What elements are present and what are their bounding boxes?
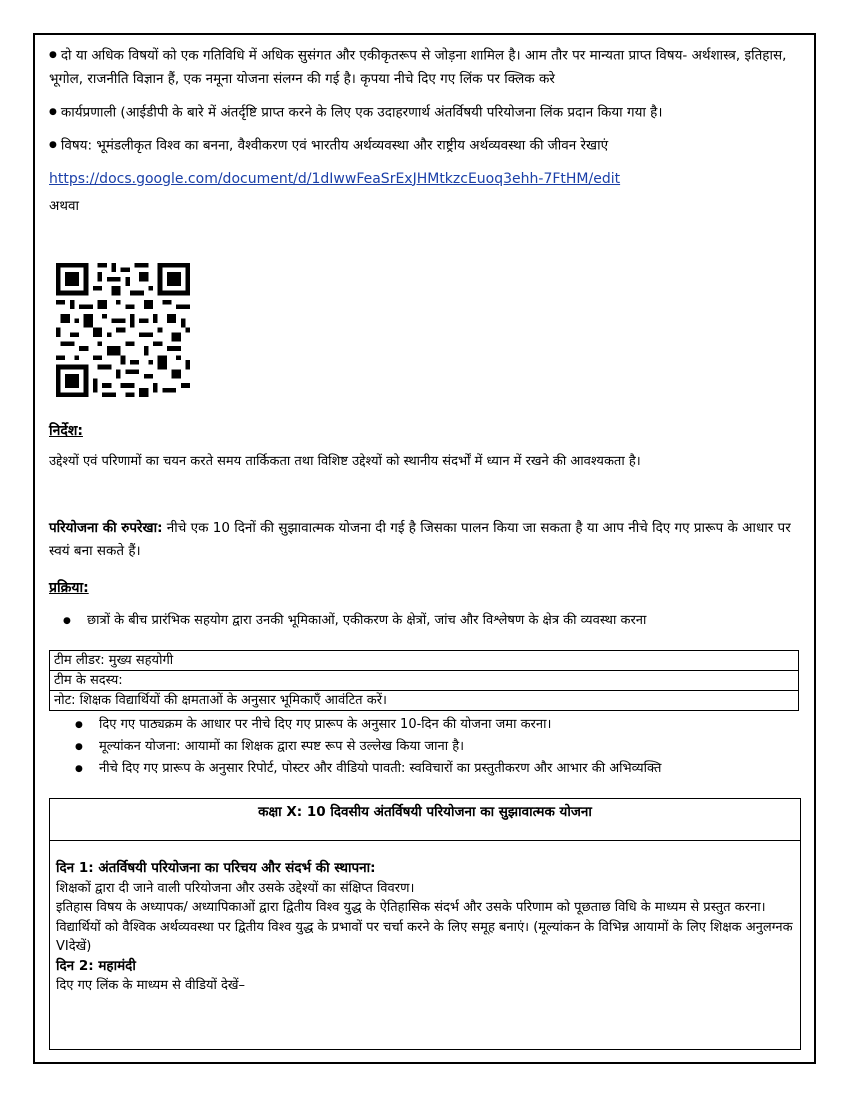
topic-line (49, 134, 801, 158)
document-content (49, 44, 801, 218)
day1-line-3: विद्यार्थियों को वैश्विक अर्थव्यवस्था पर द्वितीय विश्व युद्ध के प्रभावों पर चर्चा करने के लिए समूह बनाएं। (मूल्यांकन के विभिन्न आयामों के लिए शिक्षक अनुलग्नक VIदेखें) (56, 919, 793, 954)
intro-text-1: दो या अधिक विषयों को एक गतिविधि में अधिक सुसंगत और एकीकृतरूप से जोड़ना शामिल है। आम तौर पर मान्यता प्राप्त विषय- अर्थशास्त्र, इतिहास, भूगोल, राजनीति विज्ञान हैं, एक नमूना योजना संलग्न की गई है। कृपया नीचे दिए गए लिंक पर क्लिक करे (49, 47, 787, 87)
list-item: ● मूल्यांकन योजना: आयामों का शिक्षक द्वारा स्पष्ट रूप से उल्लेख किया जाना है। (99, 736, 801, 758)
list-item: ● छात्रों के बीच प्रारंभिक सहयोग द्वारा उनकी भूमिकाओं, एकीकरण के क्षेत्रों, जांच और विश्लेषण के क्षेत्र की व्यवस्था करना (87, 610, 801, 632)
day1-line-1: शिक्षकों द्वारा दी जाने वाली परियोजना और उसके उद्देश्यों का संक्षिप्त विवरण। (56, 880, 415, 896)
note-cell: नोट: शिक्षक विद्यार्थियों की क्षमताओं के अनुसार भूमिकाएँ आवंटित करें। (50, 691, 799, 711)
day1-line-2: इतिहास विषय के अध्यापक/ अध्यापिकाओं द्वारा द्वितीय विश्व युद्ध के ऐतिहासिक संदर्भ और उसके परिणाम को पूछताछ विधि के माध्यम से प्रस्तुत करना। (56, 900, 766, 915)
team-table (49, 650, 799, 711)
process-list-1 (49, 610, 801, 632)
list-item: ● दिए गए पाठ्यक्रम के आधार पर नीचे दिए गए प्रारूप के अनुसार 10-दिन की योजना जमा करना। (99, 714, 801, 736)
instructions-text: उद्देश्यों एवं परिणामों का चयन करते समय तार्किकता तथा विशिष्ट उद्देश्यों को स्थानीय संदर्भों में ध्यान में रखने की आवश्यकता है। (49, 454, 641, 469)
process-heading: प्रक्रिया: (49, 580, 89, 596)
plan-table (49, 798, 801, 1050)
qr-code-icon (56, 263, 190, 397)
intro-paragraph-1 (49, 44, 801, 91)
table-row (50, 651, 799, 671)
team-leader-cell: टीम लीडर: मुख्य सहयोगी (50, 651, 799, 671)
day1-heading: दिन 1: अंतर्विषयी परियोजना का परिचय और संदर्भ की स्थापना: (56, 860, 376, 876)
process-section (49, 578, 801, 632)
outline-section (49, 517, 801, 563)
google-doc-link[interactable]: https://docs.google.com/document/d/1dIwwFeaSrExJHMtkzcEuoq3ehh-7FtHM/edit (49, 170, 621, 187)
day2-line-1: दिए गए लिंक के माध्यम से वीडियों देखें– (56, 978, 246, 993)
instructions-heading: निर्देश: (49, 423, 83, 439)
list-item: ● नीचे दिए गए प्रारूप के अनुसार रिपोर्ट, पोस्टर और वीडियो पावती: स्वविचारों का प्रस्तुतीकरण और आभार की अभिव्यक्ति (99, 758, 801, 780)
table-row (50, 691, 799, 711)
day2-heading: दिन 2: महामंदी (56, 957, 136, 974)
intro-text-2: कार्यप्रणाली (आईडीपी के बारे में अंतर्दृष्टि प्राप्त करने के लिए एक उदाहरणार्थ अंतर्विषयी परियोजना लिंक प्रदान किया गया है। (60, 104, 663, 120)
outline-text: नीचे एक 10 दिनों की सुझावात्मक योजना दी गई है जिसका पालन किया जा सकता है या आप नीचे दिए गए प्रारूप के आधार पर स्वयं बना सकते हैं। (49, 520, 791, 559)
instructions-section (49, 421, 801, 473)
intro-paragraph-2 (49, 101, 801, 125)
plan-title: कक्षा X: 10 दिवसीय अंतर्विषयी परियोजना का सुझावात्मक योजना (50, 799, 800, 841)
table-row (50, 671, 799, 691)
outline-heading: परियोजना की रुपरेखा: (49, 520, 163, 536)
process-list-2 (49, 714, 801, 780)
or-label: अथवा (49, 197, 79, 214)
team-members-cell: टीम के सदस्य: (50, 671, 799, 691)
topic-text: विषय: भूमंडलीकृत विश्व का बनना, वैश्वीकरण एवं भारतीय अर्थव्यवस्था और राष्ट्रीय अर्थव्यवस्था की जीवन रेखाएं (60, 137, 609, 154)
plan-body (50, 841, 800, 996)
